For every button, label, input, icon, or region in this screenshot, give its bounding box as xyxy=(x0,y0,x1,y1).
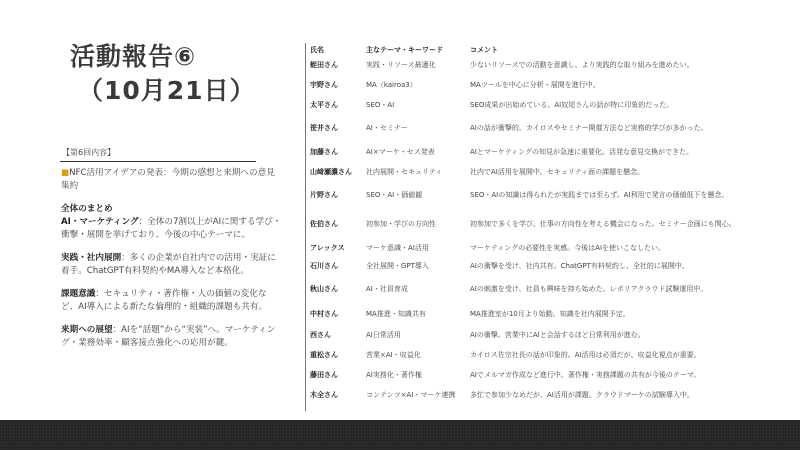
comment-cell: AIの衝撃。営業中にAIと会話するほど日常利用が進む。 xyxy=(470,330,645,339)
summary-heading: 全体のまとめ xyxy=(61,204,113,214)
name-cell: 中村さん xyxy=(310,310,338,318)
section-divider xyxy=(60,161,256,162)
table-row xyxy=(310,303,780,325)
name-cell: 佐伯さん xyxy=(310,220,338,228)
header-comment: コメント xyxy=(470,45,498,54)
name-cell: 秋山さん xyxy=(310,285,338,293)
table-row xyxy=(310,365,780,385)
name-cell: 宇野さん xyxy=(310,81,338,89)
summary-block-outlook xyxy=(61,324,283,350)
comment-cell: AIの話が衝撃的。カイロスやセミナー開催方法など実務的学びが多かった。 xyxy=(470,123,708,132)
table-row xyxy=(310,141,780,163)
theme-cell: 営業×AI・収益化 xyxy=(366,351,421,359)
agenda-bullet xyxy=(61,167,283,193)
header-theme: 主なテーマ・キーワード xyxy=(366,45,443,54)
comment-cell: 多忙で参加少なめだが、AI活用が課題。クラウドマーケの試験導入中。 xyxy=(470,390,694,399)
name-cell: 太平さん xyxy=(310,101,338,109)
table-row xyxy=(310,345,780,365)
name-cell: 石川さん xyxy=(310,262,338,270)
comment-cell: 社内でAI活用を展開中。セキュリティ面の課題を懸念。 xyxy=(470,167,645,176)
name-cell: 重松さん xyxy=(310,351,338,359)
agenda-text: NFC活用アイデアの発表：今期の感想と来期への意見集約 xyxy=(61,168,275,191)
name-cell: 笹井さん xyxy=(310,124,338,132)
theme-cell: AI×マーケ・セス発表 xyxy=(366,148,435,156)
theme-cell: 社内展開・セキュリティ xyxy=(366,168,443,176)
title-line-1: 活動報告⑥ xyxy=(70,42,197,71)
theme-cell: AI日常活用 xyxy=(366,331,401,339)
summary-text: ：セキュリティ・著作権・人の価値の変化など、AI導入による新たな倫理的・組織的課題も共有。 xyxy=(61,289,268,312)
table-row xyxy=(310,275,780,303)
square-bullet-icon: ■ xyxy=(61,168,70,178)
table-row xyxy=(310,95,780,115)
name-cell: 蛭田さん xyxy=(310,61,338,69)
table-row xyxy=(310,239,780,257)
summary-panel xyxy=(61,167,283,360)
summary-lead: 課題意識 xyxy=(61,289,96,299)
table-row xyxy=(310,257,780,275)
footer-band xyxy=(0,420,800,450)
table-row xyxy=(310,75,780,95)
table-row xyxy=(310,181,780,209)
comment-cell: カイロス佐宗社長の話が印象的。AI活用は必須だが、収益化視点が重要。 xyxy=(470,350,701,359)
header-name: 氏名 xyxy=(310,45,324,54)
theme-cell: SEO・AI xyxy=(366,101,395,109)
member-report-table xyxy=(310,44,780,405)
summary-block-ai xyxy=(61,203,283,242)
comment-cell: マーケティングの必要性を実感。今後はAIを使いこなしたい。 xyxy=(470,243,666,252)
theme-cell: コンテンツ×AI・マーケ連携 xyxy=(366,391,456,399)
theme-cell: MA（kairoa3） xyxy=(366,81,417,89)
table-row xyxy=(310,163,780,181)
theme-cell: マーケ意識・AI活用 xyxy=(366,244,429,252)
comment-cell: 少ないリソースでの活動を意識し、より実践的な取り組みを進めたい。 xyxy=(470,60,694,69)
name-cell: アレックス xyxy=(310,244,345,252)
vertical-divider xyxy=(305,43,306,411)
name-cell: 西さん xyxy=(310,331,331,339)
table-row xyxy=(310,115,780,141)
name-cell: 片野さん xyxy=(310,191,338,199)
table-header-row xyxy=(310,44,780,55)
table-row xyxy=(310,209,780,239)
summary-lead: 来期への展望 xyxy=(61,325,113,335)
summary-text: ：全体の7割以上がAIに関する学び・衝撃・展開を挙げており、今後の中心テーマに。 xyxy=(61,217,282,240)
name-cell: 木全さん xyxy=(310,391,338,399)
page-title xyxy=(70,40,256,108)
theme-cell: AI実務化・著作権 xyxy=(366,371,422,379)
table-row xyxy=(310,55,780,75)
theme-cell: AI・社員育成 xyxy=(366,285,408,293)
title-line-2: （10月21日） xyxy=(78,76,256,105)
summary-text: ：多くの企業が自社内での活用・実証に着手。ChatGPT有料契約やMA導入など本格化。 xyxy=(61,253,276,276)
theme-cell: 実践・リソース最適化 xyxy=(366,61,436,69)
name-cell: 藤田さん xyxy=(310,371,338,379)
section-label: 【第6回内容】 xyxy=(62,148,116,157)
comment-cell: SEO成果が出始めている。AI奴尾さんの話が特に印象的だった。 xyxy=(470,100,674,109)
theme-cell: 全社展開・GPT導入 xyxy=(366,262,429,270)
theme-cell: SEO・AI・価値観 xyxy=(366,191,423,199)
theme-cell: 初参加・学びの方向性 xyxy=(366,220,436,228)
summary-block-practice xyxy=(61,252,283,278)
summary-lead: AI・マーケティング xyxy=(61,217,139,227)
theme-cell: AI・セミナー xyxy=(366,124,408,132)
comment-cell: 初参加で多くを学び、仕事の方向性を考える機会になった。セミナー企画にも関心。 xyxy=(470,219,736,228)
comment-cell: MAツールを中心に分析・展開を進行中。 xyxy=(470,80,600,89)
summary-block-issues xyxy=(61,288,283,314)
comment-cell: AIでメルマガ作成など進行中。著作権・実務課題の共有が今後のテーマ。 xyxy=(470,370,701,379)
theme-cell: MA推進・知識共有 xyxy=(366,310,426,318)
summary-text: ：AIを“話題”から“実装”へ。マーケティング・業務効率・顧客接点強化への応用が鍵。 xyxy=(61,325,276,348)
table-row xyxy=(310,385,780,405)
name-cell: 山﨑瀬濃さん xyxy=(310,168,352,176)
comment-cell: AIとマーケティングの知見が急速に重要化。活発な意見交換ができた。 xyxy=(470,147,694,156)
comment-cell: MA推進室が10月より始動。知識を社内展開予定。 xyxy=(470,309,630,318)
comment-cell: SEO・AIの知識は得られたが実践までは至らず。AI利用で発言の価値低下を懸念。 xyxy=(470,190,729,199)
comment-cell: AIの刺激を受け、社員も興味を持ち始めた。レポリアクラウド試験運用中。 xyxy=(470,284,708,293)
table-row xyxy=(310,325,780,345)
name-cell: 加藤さん xyxy=(310,148,338,156)
comment-cell: AIの衝撃を受け、社内共有。ChatGPT有料契約し、全社的に展開中。 xyxy=(470,261,689,270)
summary-lead: 実践・社内展開 xyxy=(61,253,122,263)
